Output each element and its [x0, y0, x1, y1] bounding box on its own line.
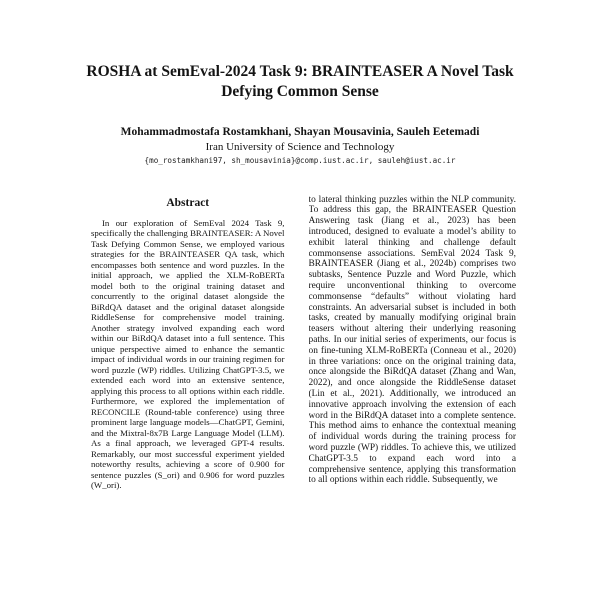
- abstract-body: [84, 218, 292, 491]
- abstract-paragraph: In our exploration of SemEval 2024 Task 9, specifically the challenging BRAINTEASER: A Novel Task Defying Common Sense, we employed various strategies for the BRAINTEASER QA task, which encompasses both sentence and word puzzles. In the initial approach, we applied the XLM-RoBERTa model both to the original training dataset and concurrently to the original dataset alongside the BiRdQA dataset and the original dataset alongside RiddleSense for comprehensive model training. Another strategy involved expanding each word within our BiRdQA dataset into a full sentence. This unique perspective aimed to enhance the semantic impact of individual words in our training regimen for word puzzle (WP) riddles. Utilizing ChatGPT-3.5, we extended each word into an extensive sentence, applying this process to all options within each riddle. Furthermore, we explored the implementation of RECONCILE (Round-table conference) using three prominent large language models—ChatGPT, Gemini, and the Mixtral-8x7B Large Language Model (LLM). As a final approach, we leveraged GPT-4 results. Remarkably, our most successful experiment yielded noteworthy results, achieving a score of 0.900 for sentence puzzles (S_ori) and 0.906 for word puzzles (W_ori).: [91, 217, 285, 491]
- paper-title: ROSHA at SemEval-2024 Task 9: BRAINTEASER A Novel Task Defying Common Sense: [86, 63, 514, 100]
- introduction-continuation: [309, 195, 517, 487]
- authors-line: Mohammadmostafa Rostamkhani, Shayan Mousavinia, Sauleh Eetemadi: [120, 125, 480, 138]
- abstract-heading: Abstract: [166, 196, 210, 209]
- right-column: [309, 195, 517, 595]
- author-emails: {mo_rostamkhani97, sh_mousavinia}@comp.iust.ac.ir, sauleh@iust.ac.ir: [144, 155, 456, 165]
- left-column: [84, 195, 292, 595]
- body-paragraph: to lateral thinking puzzles within the NLP community. To address this gap, the BRAINTEASER Question Answering task (Jiang et al., 2023) has been introduced, designed to evaluate a model’s ability to exhibit lateral thinking and challenge default commonsense associations. SemEval 2024 Task 9, BRAINTEASER (Jiang et al., 2024b) comprises two subtasks, Sentence Puzzle and Word Puzzle, which require unconventional thinking to overcome commonsense “defaults” without violating hard constraints. An adversarial subset is included in both tasks, created by manually modifying original brain teasers without altering their underlying reasoning paths. In our initial series of experiments, our focus is on fine-tuning XLM-RoBERTa (Conneau et al., 2020) in three variations: once on the original training data, once alongside the BiRdQA dataset (Zhang and Wan, 2022), and once alongside the RiddleSense dataset (Lin et al., 2021). Additionally, we introduced an innovative approach involving the extension of each word in the BiRdQA dataset into a complete sentence. This method aims to enhance the contextual meaning of individual words during the training process for word puzzle (WP) riddles. To achieve this, we utilized ChatGPT-3.5 to expand each word into a comprehensive sentence, applying this transformation to all options within each riddle. Subsequently, we: [308, 194, 516, 486]
- two-column-layout: [84, 195, 516, 595]
- affiliation: Iran University of Science and Technology: [205, 140, 395, 153]
